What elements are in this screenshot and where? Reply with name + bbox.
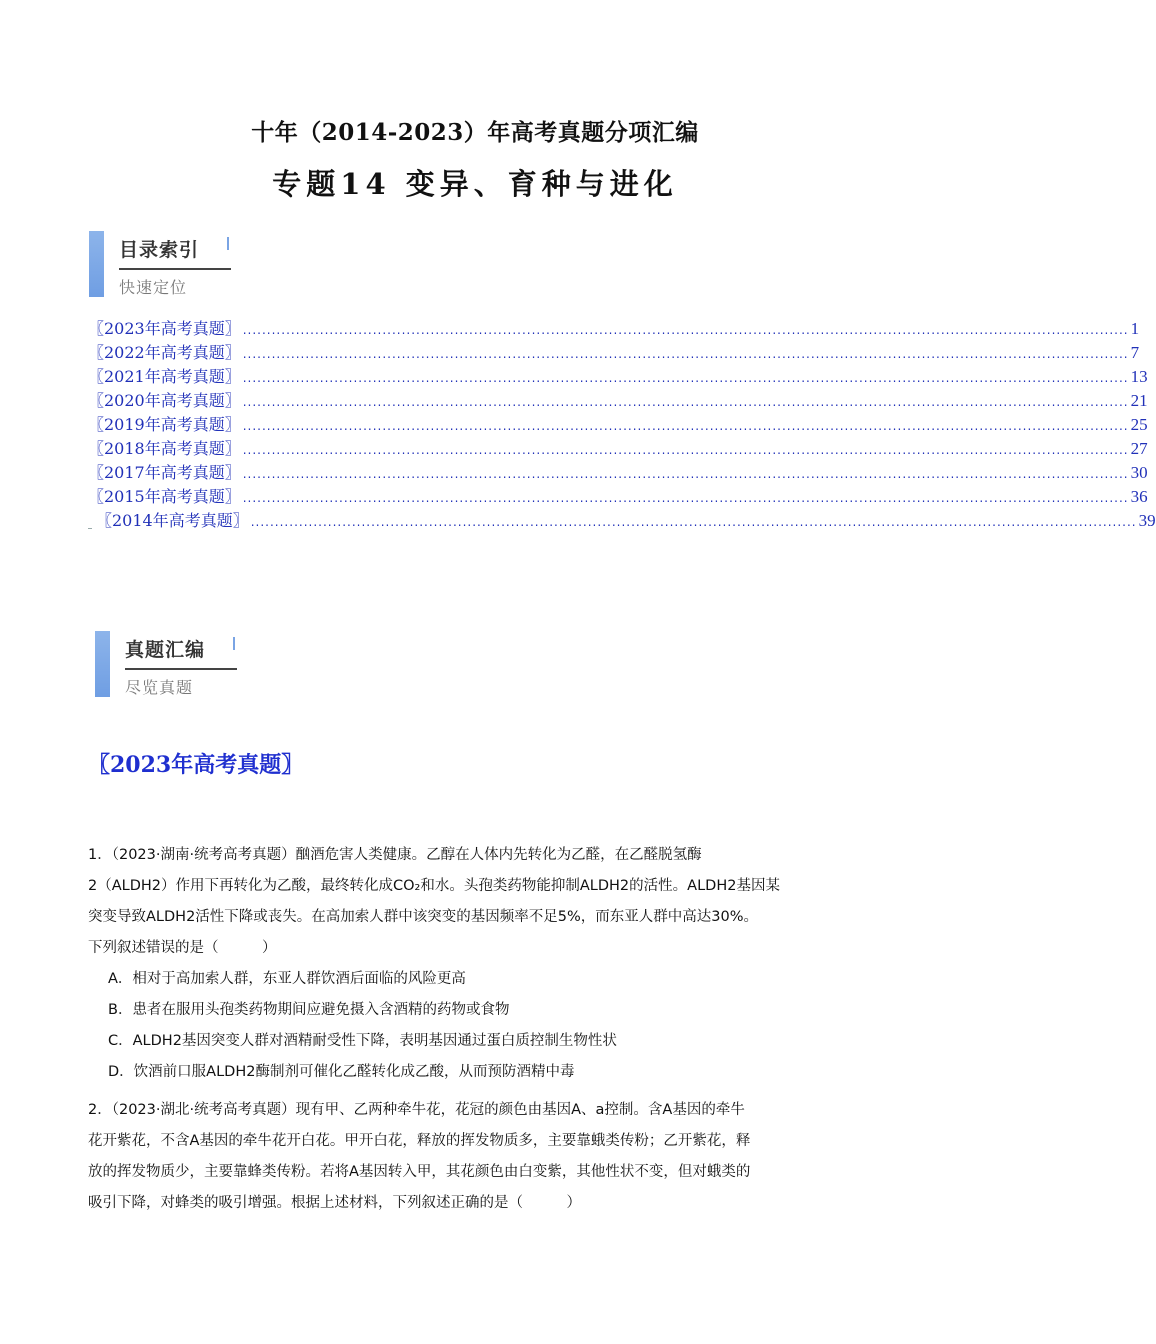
question-text-line: 花开紫花，不含A基因的牵牛花开白花。甲开白花，释放的挥发物质多，主要靠蛾类传粉；乙开紫花，释 (88, 1133, 751, 1149)
toc-badge-title: 目录索引 (119, 239, 200, 261)
toc-leader: ........................................................................................................................................................................................ (242, 395, 1129, 409)
question-1 (88, 840, 868, 1088)
toc-entry-page: 13 (1130, 367, 1148, 386)
toc-entry-label: 〖2017年高考真题〗 (88, 463, 241, 482)
toc-leader: ........................................................................................................................................................................................ (242, 467, 1129, 481)
toc-entry-label: 〖2015年高考真题〗 (88, 487, 241, 506)
exam-badge-title: 真题汇编 (125, 639, 206, 661)
toc-entry-2015[interactable] (88, 484, 1148, 508)
badge-divider (119, 268, 231, 270)
question-text-line: 2．（2023·湖北·统考高考真题）现有甲、乙两种牵牛花，花冠的颜色由基因A、a控制。含A基因的牵牛 (88, 1102, 745, 1118)
toc-badge-subtitle: 快速定位 (119, 278, 188, 297)
toc-leader: ........................................................................................................................................................................................ (242, 323, 1129, 337)
question-text-line: 1．（2023·湖南·统考高考真题）酗酒危害人类健康。乙醇在人体内先转化为乙醛，在乙醛脱氢酶 (88, 847, 702, 863)
toc-entry-page: 39 (1138, 511, 1156, 530)
toc-entry-2019[interactable] (88, 412, 1148, 436)
option-c[interactable]: C．ALDH2基因突变人群对酒精耐受性下降，表明基因通过蛋白质控制生物性状 (108, 1033, 617, 1049)
exam-badge-subtitle: 尽览真题 (125, 678, 194, 697)
question-2 (88, 1095, 868, 1219)
year-heading: 〖2023年高考真题〗 (88, 752, 304, 778)
toc-leader: ........................................................................................................................................................................................ (250, 515, 1137, 529)
page-title: 十年（2014-2023）年高考真题分项汇编 (251, 119, 699, 146)
badge-divider (125, 668, 237, 670)
toc-entry-label: 〖2023年高考真题〗 (88, 319, 241, 338)
badge-accent-bar (95, 631, 110, 697)
question-text-line: 突变导致ALDH2活性下降或丧失。在高加索人群中该突变的基因频率不足5%，而东亚人群中高达30%。 (88, 909, 759, 925)
toc-entry-label: 〖2014年高考真题〗 (96, 511, 249, 530)
toc-leader: ........................................................................................................................................................................................ (242, 443, 1129, 457)
badge-tick (227, 237, 229, 250)
badge-accent-bar (89, 231, 104, 297)
toc-entry-page: 30 (1130, 463, 1148, 482)
question-text-line: 2（ALDH2）作用下再转化为乙酸，最终转化成CO₂和水。头孢类药物能抑制ALDH2的活性。ALDH2基因某 (88, 878, 780, 894)
toc-entry-2021[interactable] (88, 364, 1148, 388)
question-text-line: 放的挥发物质少，主要靠蜂类传粉。若将A基因转入甲，其花颜色由白变紫，其他性状不变，但对蛾类的 (88, 1164, 751, 1180)
table-of-contents (88, 316, 1156, 532)
toc-entry-label: 〖2019年高考真题〗 (88, 415, 241, 434)
toc-entry-2022[interactable] (88, 340, 1140, 364)
toc-marker (88, 528, 92, 529)
toc-leader: ........................................................................................................................................................................................ (242, 347, 1129, 361)
toc-entry-2018[interactable] (88, 436, 1148, 460)
toc-entry-page: 21 (1130, 391, 1148, 410)
option-d[interactable]: D．饮酒前口服ALDH2酶制剂可催化乙醛转化成乙酸，从而预防酒精中毒 (108, 1064, 575, 1080)
topic-title: 专题14 变异、育种与进化 (272, 167, 678, 201)
toc-entry-page: 27 (1130, 439, 1148, 458)
toc-entry-page: 7 (1130, 343, 1140, 362)
toc-entry-label: 〖2020年高考真题〗 (88, 391, 241, 410)
toc-entry-2020[interactable] (88, 388, 1148, 412)
toc-entry-label: 〖2018年高考真题〗 (88, 439, 241, 458)
toc-entry-2014[interactable] (88, 508, 1156, 532)
toc-leader: ........................................................................................................................................................................................ (242, 419, 1129, 433)
toc-entry-page: 1 (1130, 319, 1140, 338)
question-text-line: 吸引下降，对蜂类的吸引增强。根据上述材料，下列叙述正确的是（ ） (88, 1195, 581, 1211)
option-a[interactable]: A．相对于高加索人群，东亚人群饮酒后面临的风险更高 (108, 971, 466, 987)
option-b[interactable]: B．患者在服用头孢类药物期间应避免摄入含酒精的药物或食物 (108, 1002, 510, 1018)
toc-entry-2017[interactable] (88, 460, 1148, 484)
toc-leader: ........................................................................................................................................................................................ (242, 491, 1129, 505)
toc-entry-page: 25 (1130, 415, 1148, 434)
toc-entry-page: 36 (1130, 487, 1148, 506)
toc-entry-label: 〖2022年高考真题〗 (88, 343, 241, 362)
badge-tick (233, 637, 235, 650)
question-text-line: 下列叙述错误的是（ ） (88, 940, 277, 956)
toc-entry-label: 〖2021年高考真题〗 (88, 367, 241, 386)
toc-leader: ........................................................................................................................................................................................ (242, 371, 1129, 385)
toc-entry-2023[interactable] (88, 316, 1140, 340)
